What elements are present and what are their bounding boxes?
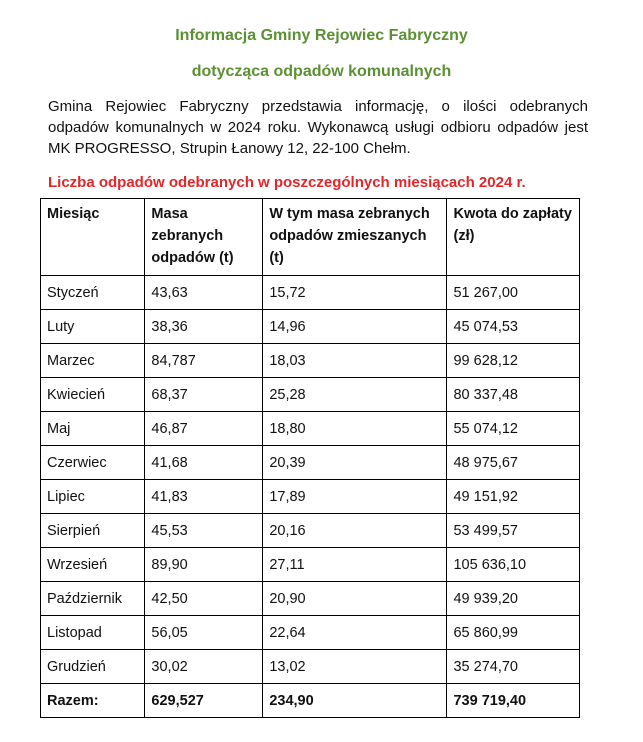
header-mixed-mass: W tym masa zebranych odpadów zmieszanych (t) <box>263 199 447 276</box>
header-amount: Kwota do zapłaty (zł) <box>447 199 580 276</box>
total-amount: 739 719,40 <box>447 684 580 718</box>
cell-amount: 49 151,92 <box>447 480 580 514</box>
cell-amount: 99 628,12 <box>447 344 580 378</box>
cell-mixed-mass: 14,96 <box>263 310 447 344</box>
cell-mixed-mass: 20,16 <box>263 514 447 548</box>
header-month: Miesiąc <box>41 199 145 276</box>
cell-amount: 51 267,00 <box>447 276 580 310</box>
cell-month: Sierpień <box>41 514 145 548</box>
cell-mixed-mass: 20,90 <box>263 582 447 616</box>
total-label: Razem: <box>41 684 145 718</box>
cell-mixed-mass: 17,89 <box>263 480 447 514</box>
cell-mass: 89,90 <box>145 548 263 582</box>
cell-amount: 65 860,99 <box>447 616 580 650</box>
table-row <box>41 514 580 548</box>
cell-mixed-mass: 15,72 <box>263 276 447 310</box>
cell-month: Kwiecień <box>41 378 145 412</box>
cell-month: Luty <box>41 310 145 344</box>
header-mass: Masa zebranych odpadów (t) <box>145 199 263 276</box>
table-row <box>41 412 580 446</box>
cell-month: Maj <box>41 412 145 446</box>
cell-amount: 105 636,10 <box>447 548 580 582</box>
table-row <box>41 310 580 344</box>
table-row <box>41 480 580 514</box>
total-mixed-mass: 234,90 <box>263 684 447 718</box>
table-body <box>41 276 580 718</box>
table-row <box>41 344 580 378</box>
cell-mixed-mass: 22,64 <box>263 616 447 650</box>
cell-amount: 45 074,53 <box>447 310 580 344</box>
cell-amount: 48 975,67 <box>447 446 580 480</box>
table-row <box>41 616 580 650</box>
cell-mass: 43,63 <box>145 276 263 310</box>
cell-mass: 84,787 <box>145 344 263 378</box>
cell-month: Styczeń <box>41 276 145 310</box>
page-subtitle: dotycząca odpadów komunalnych <box>191 63 452 80</box>
cell-mixed-mass: 13,02 <box>263 650 447 684</box>
cell-mass: 56,05 <box>145 616 263 650</box>
cell-mass: 68,37 <box>145 378 263 412</box>
cell-amount: 35 274,70 <box>447 650 580 684</box>
table-row <box>41 276 580 310</box>
cell-month: Grudzień <box>41 650 145 684</box>
cell-amount: 55 074,12 <box>447 412 580 446</box>
cell-mixed-mass: 25,28 <box>263 378 447 412</box>
table-row <box>41 650 580 684</box>
waste-table <box>40 198 580 718</box>
cell-mass: 41,83 <box>145 480 263 514</box>
cell-month: Wrzesień <box>41 548 145 582</box>
cell-mass: 42,50 <box>145 582 263 616</box>
table-row <box>41 378 580 412</box>
cell-month: Październik <box>41 582 145 616</box>
table-caption: Liczba odpadów odebranych w poszczególnych miesiącach 2024 r. <box>48 174 526 191</box>
cell-month: Czerwiec <box>41 446 145 480</box>
intro-paragraph: Gmina Rejowiec Fabryczny przedstawia informację, o ilości odebranych odpadów komunalnych w 2024 roku. Wykonawcą usługi odbioru odpadów jest MK PROGRESSO, Strupin Łanowy 12, 22-100 Chełm. <box>48 98 588 157</box>
table-header-row <box>41 199 580 276</box>
total-mass: 629,527 <box>145 684 263 718</box>
cell-mass: 41,68 <box>145 446 263 480</box>
page-title: Informacja Gminy Rejowiec Fabryczny <box>175 27 468 44</box>
cell-month: Lipiec <box>41 480 145 514</box>
cell-mixed-mass: 18,03 <box>263 344 447 378</box>
cell-mass: 46,87 <box>145 412 263 446</box>
cell-mixed-mass: 18,80 <box>263 412 447 446</box>
cell-mass: 45,53 <box>145 514 263 548</box>
table-row <box>41 446 580 480</box>
cell-month: Marzec <box>41 344 145 378</box>
cell-amount: 53 499,57 <box>447 514 580 548</box>
cell-mass: 30,02 <box>145 650 263 684</box>
cell-mass: 38,36 <box>145 310 263 344</box>
table-row <box>41 548 580 582</box>
table-row <box>41 582 580 616</box>
cell-amount: 80 337,48 <box>447 378 580 412</box>
cell-mixed-mass: 20,39 <box>263 446 447 480</box>
total-row <box>41 684 580 718</box>
cell-amount: 49 939,20 <box>447 582 580 616</box>
cell-month: Listopad <box>41 616 145 650</box>
cell-mixed-mass: 27,11 <box>263 548 447 582</box>
